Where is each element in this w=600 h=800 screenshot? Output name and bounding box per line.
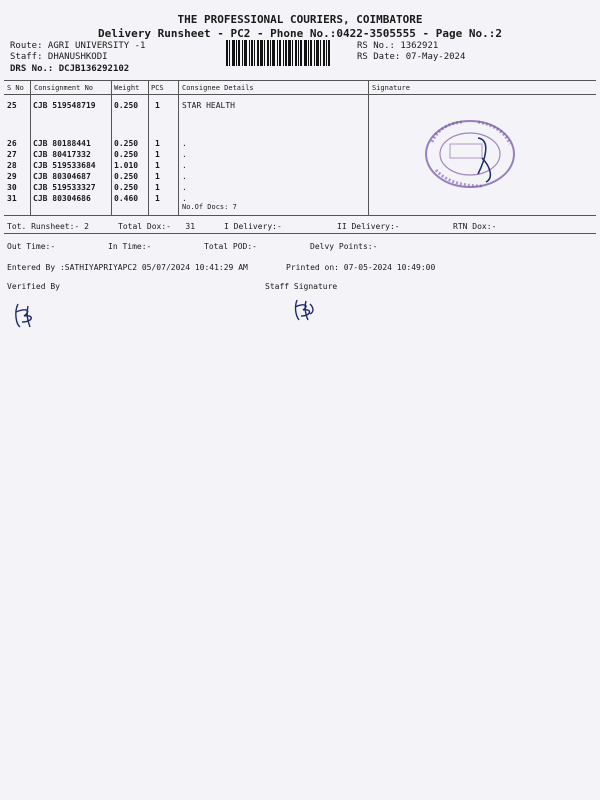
- out-time: Out Time:-: [7, 242, 56, 251]
- rs-date: RS Date: 07-May-2024: [357, 52, 466, 62]
- cell-pcs: 1: [155, 101, 160, 110]
- ii-delivery: II Delivery:-: [337, 222, 400, 231]
- entered-by: Entered By :SATHIYAPRIYAPC2 05/07/2024 10:41:29 AM: [7, 263, 248, 272]
- col-divider: [30, 80, 31, 215]
- cell-weight: 0.460: [114, 194, 139, 203]
- rtn-dox: RTN Dox:-: [453, 222, 497, 231]
- staff-signature: [292, 296, 318, 322]
- cell-consignee: .: [182, 183, 187, 192]
- cell-consignment: CJB 519548719: [33, 101, 96, 110]
- cell-weight: 0.250: [114, 183, 139, 192]
- col-header-pcs: PCS: [151, 84, 164, 92]
- cell-consignee: STAR HEALTH: [182, 101, 235, 110]
- cell-consignee: .: [182, 139, 187, 148]
- cell-consignee: .: [182, 194, 187, 203]
- company-stamp: [422, 118, 518, 190]
- table-top-border: [4, 80, 596, 81]
- tot-runsheet: Tot. Runsheet:- 2: [7, 222, 89, 231]
- col-header-consignee: Consignee Details: [182, 84, 254, 92]
- cell-consignment: CJB 80304686: [33, 194, 91, 203]
- cell-consignment: CJB 519533327: [33, 183, 96, 192]
- total-dox: Total Dox:- 31: [118, 222, 196, 231]
- rs-number: RS No.: 1362921: [357, 41, 439, 51]
- drs-number: DRS No.: DCJB136292102: [10, 64, 130, 74]
- cell-sno: 30: [7, 183, 17, 192]
- col-divider: [368, 80, 369, 215]
- cell-pcs: 1: [155, 150, 160, 159]
- cell-consignee: .: [182, 161, 187, 170]
- cell-weight: 1.010: [114, 161, 139, 170]
- cell-pcs: 1: [155, 194, 160, 203]
- cell-weight: 0.250: [114, 139, 139, 148]
- staff-signature-label: Staff Signature: [265, 282, 338, 291]
- cell-sno: 31: [7, 194, 17, 203]
- cell-sno: 26: [7, 139, 17, 148]
- runsheet-subtitle: Delivery Runsheet - PC2 - Phone No.:0422-3505555 - Page No.:2: [98, 27, 502, 40]
- table-header-border: [4, 94, 596, 95]
- company-title: THE PROFESSIONAL COURIERS, COIMBATORE: [177, 13, 423, 26]
- col-header-sno: S No: [7, 84, 24, 92]
- in-time: In Time:-: [108, 242, 152, 251]
- cell-pcs: 1: [155, 161, 160, 170]
- cell-consignee: .: [182, 172, 187, 181]
- cell-consignment: CJB 80417332: [33, 150, 91, 159]
- cell-weight: 0.250: [114, 172, 139, 181]
- cell-pcs: 1: [155, 172, 160, 181]
- verified-by-label: Verified By: [7, 282, 60, 291]
- cell-sno: 25: [7, 101, 17, 110]
- cell-weight: 0.250: [114, 101, 139, 110]
- cell-pcs: 1: [155, 139, 160, 148]
- cell-sno: 27: [7, 150, 17, 159]
- docs-count: No.Of Docs: 7: [182, 203, 237, 211]
- i-delivery: I Delivery:-: [224, 222, 282, 231]
- cell-consignment: CJB 80304687: [33, 172, 91, 181]
- col-header-signature: Signature: [372, 84, 410, 92]
- delvy-points: Delvy Points:-: [310, 242, 378, 251]
- table-bottom-border: [4, 215, 596, 216]
- cell-pcs: 1: [155, 183, 160, 192]
- route-label: Route: AGRI UNIVERSITY -1: [10, 41, 146, 51]
- cell-sno: 29: [7, 172, 17, 181]
- cell-consignment: CJB 80188441: [33, 139, 91, 148]
- col-divider: [178, 80, 179, 215]
- printed-on: Printed on: 07-05-2024 10:49:00: [286, 263, 436, 272]
- cell-consignee: .: [182, 150, 187, 159]
- staff-label: Staff: DHANUSHKODI: [10, 52, 108, 62]
- col-divider: [111, 80, 112, 215]
- cell-weight: 0.250: [114, 150, 139, 159]
- barcode: [226, 40, 346, 66]
- summary-divider: [4, 233, 596, 234]
- col-header-weight: Weight: [114, 84, 140, 92]
- cell-sno: 28: [7, 161, 17, 170]
- cell-consignment: CJB 519533684: [33, 161, 96, 170]
- total-pod: Total POD:-: [204, 242, 257, 251]
- col-divider: [148, 80, 149, 215]
- col-header-consignment: Consignment No: [34, 84, 94, 92]
- verifier-signature: [12, 300, 40, 330]
